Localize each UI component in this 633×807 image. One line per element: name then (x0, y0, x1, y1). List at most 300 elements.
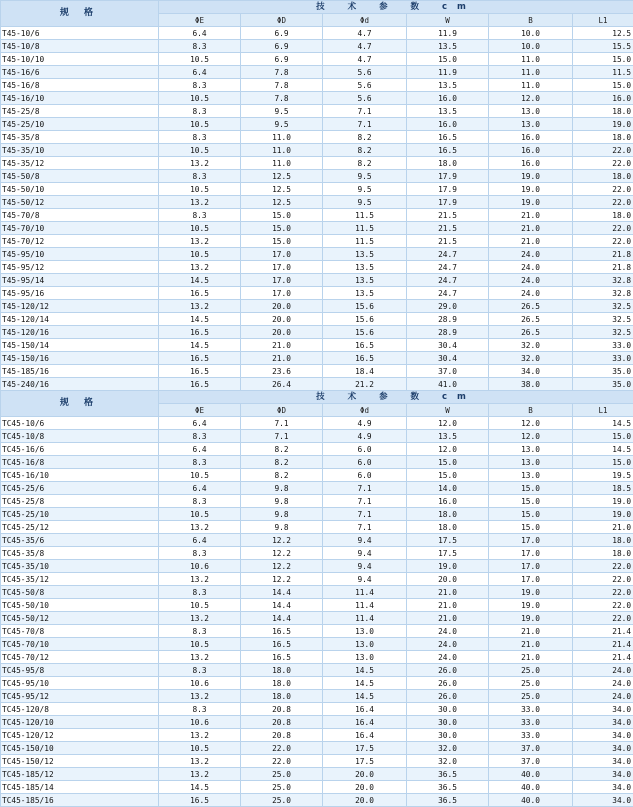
value-cell: 6.4 (159, 482, 241, 495)
value-cell: 8.3 (159, 131, 241, 144)
value-cell: 25.0 (241, 781, 323, 794)
value-cell: 18.0 (407, 157, 489, 170)
value-cell: 21.2 (323, 378, 407, 391)
value-cell: 6.0 (323, 443, 407, 456)
table-row (1, 378, 633, 391)
value-cell: 9.4 (323, 534, 407, 547)
value-cell: 12.5 (573, 27, 633, 40)
value-cell: 22.0 (573, 157, 633, 170)
value-cell: 14.5 (573, 443, 633, 456)
value-cell: 12.2 (241, 547, 323, 560)
value-cell: 37.0 (407, 365, 489, 378)
value-cell: 6.9 (241, 53, 323, 66)
table-row (1, 300, 633, 313)
table-row (1, 482, 633, 495)
value-cell: 19.0 (573, 495, 633, 508)
value-cell: 24.0 (573, 677, 633, 690)
value-cell: 12.5 (241, 196, 323, 209)
table-row (1, 131, 633, 144)
table-row (1, 716, 633, 729)
table-row (1, 599, 633, 612)
value-cell: 7.1 (323, 105, 407, 118)
value-cell: 21.0 (241, 352, 323, 365)
value-cell: 9.8 (241, 495, 323, 508)
value-cell: 8.3 (159, 547, 241, 560)
value-cell: 13.5 (323, 287, 407, 300)
model-cell: T45-16/6 (1, 66, 159, 79)
value-cell: 21.5 (407, 209, 489, 222)
value-cell: 13.5 (407, 105, 489, 118)
value-cell: 6.4 (159, 443, 241, 456)
model-cell: T45-120/16 (1, 326, 159, 339)
value-cell: 13.0 (489, 118, 573, 131)
value-cell: 15.0 (241, 235, 323, 248)
value-cell: 10.5 (159, 183, 241, 196)
table-row (1, 742, 633, 755)
value-cell: 22.0 (573, 560, 633, 573)
technical-parameters-header: 技 术 参 数 cm (159, 391, 633, 404)
value-cell: 30.0 (407, 729, 489, 742)
model-cell: TC45-185/12 (1, 768, 159, 781)
value-cell: 11.0 (489, 66, 573, 79)
table-row (1, 339, 633, 352)
value-cell: 35.0 (573, 365, 633, 378)
value-cell: 8.3 (159, 430, 241, 443)
value-cell: 20.8 (241, 703, 323, 716)
table-row (1, 235, 633, 248)
value-cell: 13.0 (489, 443, 573, 456)
value-cell: 34.0 (573, 742, 633, 755)
value-cell: 7.8 (241, 66, 323, 79)
value-cell: 13.2 (159, 651, 241, 664)
model-cell: T45-120/14 (1, 313, 159, 326)
value-cell: 22.0 (573, 196, 633, 209)
value-cell: 10.0 (489, 27, 573, 40)
table-row (1, 664, 633, 677)
value-cell: 21.0 (489, 209, 573, 222)
value-cell: 13.5 (407, 79, 489, 92)
param-column-header: B (489, 14, 573, 27)
value-cell: 9.8 (241, 482, 323, 495)
value-cell: 12.0 (489, 430, 573, 443)
table-row (1, 53, 633, 66)
value-cell: 21.5 (407, 235, 489, 248)
value-cell: 6.0 (323, 469, 407, 482)
model-cell: T45-150/16 (1, 352, 159, 365)
value-cell: 34.0 (573, 716, 633, 729)
value-cell: 24.0 (489, 248, 573, 261)
value-cell: 24.0 (489, 261, 573, 274)
value-cell: 15.0 (573, 79, 633, 92)
value-cell: 13.2 (159, 261, 241, 274)
value-cell: 34.0 (573, 781, 633, 794)
value-cell: 21.4 (573, 638, 633, 651)
value-cell: 18.0 (573, 209, 633, 222)
value-cell: 21.0 (489, 222, 573, 235)
model-cell: T45-95/10 (1, 248, 159, 261)
value-cell: 17.9 (407, 183, 489, 196)
value-cell: 34.0 (573, 794, 633, 807)
value-cell: 11.4 (323, 599, 407, 612)
value-cell: 23.6 (241, 365, 323, 378)
model-cell: T45-240/16 (1, 378, 159, 391)
value-cell: 21.0 (489, 651, 573, 664)
table-row (1, 79, 633, 92)
value-cell: 24.0 (407, 625, 489, 638)
value-cell: 7.1 (323, 118, 407, 131)
table-row (1, 573, 633, 586)
value-cell: 40.0 (489, 768, 573, 781)
value-cell: 13.5 (323, 261, 407, 274)
value-cell: 14.5 (323, 664, 407, 677)
table-row (1, 105, 633, 118)
table-row (1, 612, 633, 625)
value-cell: 10.5 (159, 144, 241, 157)
value-cell: 16.4 (323, 729, 407, 742)
value-cell: 15.6 (323, 326, 407, 339)
value-cell: 26.5 (489, 326, 573, 339)
spec-table-body (1, 1, 633, 807)
value-cell: 16.5 (159, 365, 241, 378)
value-cell: 9.8 (241, 508, 323, 521)
value-cell: 5.6 (323, 66, 407, 79)
model-cell: T45-25/8 (1, 105, 159, 118)
value-cell: 25.0 (489, 690, 573, 703)
value-cell: 17.0 (241, 287, 323, 300)
value-cell: 13.2 (159, 755, 241, 768)
value-cell: 20.0 (407, 573, 489, 586)
section-header-row (1, 391, 633, 404)
model-cell: TC45-35/12 (1, 573, 159, 586)
value-cell: 8.3 (159, 456, 241, 469)
value-cell: 14.5 (159, 339, 241, 352)
value-cell: 21.0 (489, 625, 573, 638)
model-cell: T45-150/14 (1, 339, 159, 352)
table-row (1, 729, 633, 742)
value-cell: 9.5 (323, 183, 407, 196)
value-cell: 18.4 (323, 365, 407, 378)
model-cell: TC45-25/10 (1, 508, 159, 521)
table-row (1, 651, 633, 664)
value-cell: 12.0 (407, 443, 489, 456)
value-cell: 8.2 (323, 144, 407, 157)
value-cell: 11.0 (241, 144, 323, 157)
value-cell: 32.0 (489, 352, 573, 365)
value-cell: 11.5 (323, 222, 407, 235)
value-cell: 16.0 (407, 495, 489, 508)
value-cell: 10.6 (159, 677, 241, 690)
table-row (1, 638, 633, 651)
value-cell: 19.0 (573, 118, 633, 131)
value-cell: 21.4 (573, 651, 633, 664)
value-cell: 16.0 (407, 118, 489, 131)
value-cell: 22.0 (573, 144, 633, 157)
value-cell: 16.5 (323, 339, 407, 352)
model-cell: TC45-25/8 (1, 495, 159, 508)
value-cell: 9.4 (323, 547, 407, 560)
value-cell: 13.5 (407, 40, 489, 53)
value-cell: 5.6 (323, 92, 407, 105)
value-cell: 16.5 (407, 144, 489, 157)
value-cell: 24.7 (407, 287, 489, 300)
value-cell: 7.1 (241, 417, 323, 430)
value-cell: 19.5 (573, 469, 633, 482)
value-cell: 12.5 (241, 170, 323, 183)
value-cell: 13.5 (407, 430, 489, 443)
value-cell: 8.3 (159, 586, 241, 599)
table-row (1, 248, 633, 261)
value-cell: 32.5 (573, 313, 633, 326)
model-cell: TC45-120/12 (1, 729, 159, 742)
value-cell: 14.5 (573, 417, 633, 430)
value-cell: 17.5 (323, 755, 407, 768)
table-row (1, 508, 633, 521)
value-cell: 11.9 (407, 66, 489, 79)
value-cell: 19.0 (407, 560, 489, 573)
table-row (1, 118, 633, 131)
value-cell: 17.5 (407, 534, 489, 547)
value-cell: 15.0 (489, 508, 573, 521)
value-cell: 38.0 (489, 378, 573, 391)
table-row (1, 27, 633, 40)
value-cell: 7.1 (241, 430, 323, 443)
param-column-header: L1 (573, 14, 633, 27)
value-cell: 11.4 (323, 586, 407, 599)
value-cell: 10.5 (159, 599, 241, 612)
value-cell: 4.9 (323, 430, 407, 443)
value-cell: 8.3 (159, 105, 241, 118)
value-cell: 6.9 (241, 40, 323, 53)
table-row (1, 417, 633, 430)
value-cell: 19.0 (489, 599, 573, 612)
value-cell: 17.0 (489, 560, 573, 573)
value-cell: 7.8 (241, 79, 323, 92)
value-cell: 13.0 (323, 638, 407, 651)
value-cell: 14.5 (159, 274, 241, 287)
value-cell: 4.7 (323, 53, 407, 66)
value-cell: 8.2 (241, 469, 323, 482)
value-cell: 8.3 (159, 170, 241, 183)
value-cell: 15.0 (573, 456, 633, 469)
param-column-header: Φd (323, 404, 407, 417)
model-cell: TC45-50/10 (1, 599, 159, 612)
value-cell: 30.0 (407, 703, 489, 716)
table-row (1, 625, 633, 638)
model-cell: TC45-35/8 (1, 547, 159, 560)
value-cell: 6.4 (159, 417, 241, 430)
table-row (1, 547, 633, 560)
table-row (1, 261, 633, 274)
value-cell: 11.5 (323, 209, 407, 222)
table-row (1, 183, 633, 196)
value-cell: 10.5 (159, 638, 241, 651)
model-cell: TC45-10/6 (1, 417, 159, 430)
value-cell: 8.2 (241, 443, 323, 456)
value-cell: 19.0 (489, 586, 573, 599)
value-cell: 14.0 (407, 482, 489, 495)
value-cell: 8.2 (323, 157, 407, 170)
value-cell: 24.7 (407, 261, 489, 274)
table-row (1, 274, 633, 287)
value-cell: 24.0 (573, 690, 633, 703)
param-column-header: ΦE (159, 14, 241, 27)
value-cell: 12.5 (241, 183, 323, 196)
value-cell: 13.2 (159, 573, 241, 586)
value-cell: 20.8 (241, 729, 323, 742)
value-cell: 18.0 (407, 521, 489, 534)
model-cell: TC45-10/8 (1, 430, 159, 443)
value-cell: 30.0 (407, 716, 489, 729)
value-cell: 22.0 (573, 183, 633, 196)
value-cell: 32.5 (573, 326, 633, 339)
value-cell: 33.0 (489, 703, 573, 716)
value-cell: 17.0 (241, 274, 323, 287)
table-row (1, 794, 633, 807)
value-cell: 16.5 (407, 131, 489, 144)
value-cell: 26.5 (489, 313, 573, 326)
value-cell: 8.3 (159, 40, 241, 53)
value-cell: 19.0 (489, 612, 573, 625)
value-cell: 15.5 (573, 40, 633, 53)
model-cell: TC45-35/6 (1, 534, 159, 547)
value-cell: 11.4 (323, 612, 407, 625)
model-cell: T45-35/12 (1, 157, 159, 170)
value-cell: 7.1 (323, 482, 407, 495)
value-cell: 12.0 (489, 92, 573, 105)
value-cell: 10.5 (159, 508, 241, 521)
value-cell: 37.0 (489, 742, 573, 755)
value-cell: 26.0 (407, 690, 489, 703)
value-cell: 21.0 (407, 599, 489, 612)
table-row (1, 768, 633, 781)
value-cell: 21.0 (241, 339, 323, 352)
value-cell: 6.0 (323, 456, 407, 469)
table-row (1, 534, 633, 547)
value-cell: 18.0 (407, 508, 489, 521)
model-cell: TC45-95/10 (1, 677, 159, 690)
value-cell: 24.0 (489, 274, 573, 287)
value-cell: 15.0 (241, 222, 323, 235)
value-cell: 17.9 (407, 170, 489, 183)
value-cell: 16.0 (489, 144, 573, 157)
table-row (1, 755, 633, 768)
model-cell: T45-70/8 (1, 209, 159, 222)
table-row (1, 521, 633, 534)
value-cell: 14.4 (241, 612, 323, 625)
value-cell: 33.0 (489, 729, 573, 742)
value-cell: 13.0 (489, 469, 573, 482)
table-row (1, 313, 633, 326)
value-cell: 6.4 (159, 534, 241, 547)
table-row (1, 443, 633, 456)
param-column-header: ΦE (159, 404, 241, 417)
value-cell: 21.8 (573, 248, 633, 261)
value-cell: 16.5 (241, 625, 323, 638)
model-cell: T45-35/8 (1, 131, 159, 144)
model-cell: TC45-150/10 (1, 742, 159, 755)
technical-parameters-header: 技 术 参 数 cm (159, 1, 633, 14)
value-cell: 7.1 (323, 508, 407, 521)
value-cell: 15.0 (241, 209, 323, 222)
value-cell: 24.0 (489, 287, 573, 300)
value-cell: 11.0 (241, 131, 323, 144)
table-row (1, 287, 633, 300)
table-row (1, 586, 633, 599)
value-cell: 16.5 (159, 326, 241, 339)
value-cell: 16.5 (323, 352, 407, 365)
value-cell: 15.0 (407, 456, 489, 469)
table-row (1, 222, 633, 235)
value-cell: 20.0 (241, 326, 323, 339)
value-cell: 6.4 (159, 27, 241, 40)
model-cell: T45-120/12 (1, 300, 159, 313)
param-column-header: L1 (573, 404, 633, 417)
value-cell: 19.0 (573, 508, 633, 521)
value-cell: 12.0 (407, 417, 489, 430)
table-row (1, 144, 633, 157)
value-cell: 14.4 (241, 599, 323, 612)
value-cell: 10.5 (159, 742, 241, 755)
value-cell: 21.8 (573, 261, 633, 274)
value-cell: 16.0 (573, 92, 633, 105)
value-cell: 26.4 (241, 378, 323, 391)
model-cell: T45-35/10 (1, 144, 159, 157)
value-cell: 9.8 (241, 521, 323, 534)
value-cell: 20.0 (323, 768, 407, 781)
value-cell: 10.6 (159, 716, 241, 729)
value-cell: 21.0 (407, 586, 489, 599)
value-cell: 29.0 (407, 300, 489, 313)
value-cell: 33.0 (573, 352, 633, 365)
value-cell: 8.3 (159, 703, 241, 716)
param-column-header: W (407, 14, 489, 27)
value-cell: 14.5 (159, 313, 241, 326)
table-row (1, 326, 633, 339)
value-cell: 32.5 (573, 300, 633, 313)
value-cell: 18.0 (573, 170, 633, 183)
value-cell: 18.0 (573, 534, 633, 547)
value-cell: 17.0 (241, 261, 323, 274)
value-cell: 25.0 (241, 794, 323, 807)
value-cell: 32.0 (407, 755, 489, 768)
value-cell: 12.2 (241, 560, 323, 573)
value-cell: 7.1 (323, 521, 407, 534)
value-cell: 13.2 (159, 196, 241, 209)
value-cell: 14.5 (323, 677, 407, 690)
section-header-row (1, 1, 633, 14)
value-cell: 19.0 (489, 170, 573, 183)
value-cell: 8.2 (241, 456, 323, 469)
value-cell: 20.0 (241, 313, 323, 326)
value-cell: 15.0 (407, 469, 489, 482)
value-cell: 34.0 (573, 755, 633, 768)
value-cell: 14.5 (323, 690, 407, 703)
model-cell: TC45-16/6 (1, 443, 159, 456)
table-row (1, 209, 633, 222)
value-cell: 21.4 (573, 625, 633, 638)
value-cell: 22.0 (573, 573, 633, 586)
param-column-header: Φd (323, 14, 407, 27)
value-cell: 18.5 (573, 482, 633, 495)
model-cell: T45-70/12 (1, 235, 159, 248)
value-cell: 24.7 (407, 248, 489, 261)
value-cell: 16.4 (323, 716, 407, 729)
value-cell: 17.0 (489, 534, 573, 547)
table-row (1, 781, 633, 794)
value-cell: 24.0 (573, 664, 633, 677)
value-cell: 9.4 (323, 560, 407, 573)
model-cell: TC45-120/10 (1, 716, 159, 729)
